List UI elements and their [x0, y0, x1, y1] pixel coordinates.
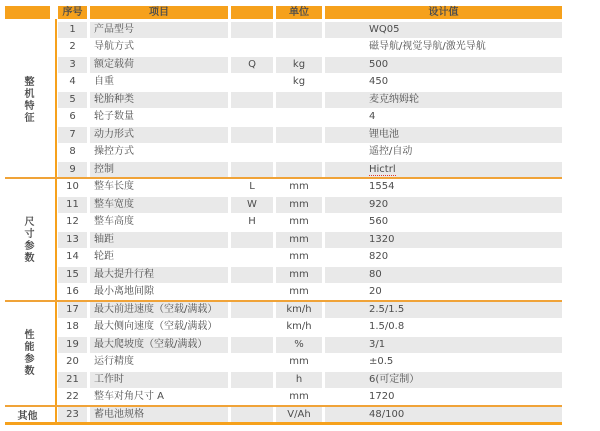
- table-row: [5, 109, 562, 125]
- row-no-cell: 8: [58, 144, 87, 160]
- row-symbol-cell: [231, 109, 273, 125]
- table-row: [5, 407, 562, 423]
- row-unit-cell: [276, 22, 322, 38]
- row-item-cell: 轮胎种类: [90, 92, 228, 108]
- table-row: [5, 197, 562, 213]
- table-row: [5, 354, 562, 370]
- row-value-cell: [325, 337, 562, 353]
- vertical-divider-line: [55, 19, 57, 425]
- row-unit-cell: kg: [276, 57, 322, 73]
- row-value-text: 麦克纳姆轮: [369, 93, 419, 105]
- row-no-cell: 14: [58, 249, 87, 265]
- row-symbol-cell: [231, 267, 273, 283]
- row-symbol-cell: [231, 127, 273, 143]
- row-no-cell: 23: [58, 407, 87, 423]
- row-value-text: 锂电池: [369, 128, 399, 140]
- row-item-cell: 最大侧向速度（空载/满载）: [90, 319, 228, 335]
- row-unit-cell: mm: [276, 232, 322, 248]
- table-row: [5, 214, 562, 230]
- row-value-text: ±0.5: [369, 356, 394, 367]
- row-item-cell: 动力形式: [90, 127, 228, 143]
- table-row: [5, 249, 562, 265]
- row-unit-cell: km/h: [276, 302, 322, 318]
- row-unit-cell: mm: [276, 197, 322, 213]
- row-no-cell: 11: [58, 197, 87, 213]
- row-value-text: 1554: [369, 181, 395, 192]
- row-value-cell: [325, 57, 562, 73]
- row-item-cell: 蓄电池规格: [90, 407, 228, 423]
- row-item-cell: 最大提升行程: [90, 267, 228, 283]
- row-item-cell: 轴距: [90, 232, 228, 248]
- row-unit-cell: [276, 127, 322, 143]
- row-value-text: 20: [369, 286, 382, 297]
- row-item-cell: 额定载荷: [90, 57, 228, 73]
- row-no-cell: 9: [58, 162, 87, 178]
- row-value-text: 1720: [369, 391, 395, 402]
- row-value-text: 2.5/1.5: [369, 303, 405, 315]
- row-value-cell: [325, 407, 562, 423]
- header-unit: 单位: [276, 6, 322, 19]
- row-item-cell: 操控方式: [90, 144, 228, 160]
- row-no-cell: 21: [58, 372, 87, 388]
- row-symbol-cell: W: [231, 197, 273, 213]
- row-item-cell: 运行精度: [90, 354, 228, 370]
- row-symbol-cell: [231, 144, 273, 160]
- row-unit-cell: mm: [276, 354, 322, 370]
- table-row: [5, 22, 562, 38]
- row-item-cell: 产品型号: [90, 22, 228, 38]
- table-row: [5, 389, 562, 405]
- row-unit-cell: [276, 162, 322, 178]
- table-row: [5, 302, 562, 318]
- row-no-cell: 1: [58, 22, 87, 38]
- row-value-text: 遥控/自动: [369, 146, 413, 157]
- row-item-cell: 整车高度: [90, 214, 228, 230]
- row-unit-cell: kg: [276, 74, 322, 90]
- row-item-cell: 自重: [90, 74, 228, 90]
- table-row: [5, 127, 562, 143]
- row-no-cell: 13: [58, 232, 87, 248]
- row-item-cell: 工作时: [90, 372, 228, 388]
- row-value-cell: [325, 144, 562, 160]
- row-item-cell: 整车长度: [90, 179, 228, 195]
- row-item-cell: 轮子数量: [90, 109, 228, 125]
- row-symbol-cell: [231, 302, 273, 318]
- header-item: 项目: [90, 6, 228, 19]
- row-symbol-cell: [231, 232, 273, 248]
- row-item-cell: 最小离地间隙: [90, 284, 228, 300]
- row-symbol-cell: [231, 372, 273, 388]
- table-row: [5, 267, 562, 283]
- row-symbol-cell: [231, 337, 273, 353]
- row-value-text: 920: [369, 198, 389, 210]
- row-unit-cell: %: [276, 337, 322, 353]
- row-item-cell: 整车对角尺寸 A: [90, 389, 228, 405]
- group-separator-line: [5, 177, 562, 179]
- row-item-cell: 整车宽度: [90, 197, 228, 213]
- row-symbol-cell: Q: [231, 57, 273, 73]
- row-item-cell: 最大爬坡度（空载/满载）: [90, 337, 228, 353]
- table-row: [5, 92, 562, 108]
- row-no-cell: 22: [58, 389, 87, 405]
- row-item-cell: 最大前进速度（空载/满载）: [90, 302, 228, 318]
- row-no-cell: 5: [58, 92, 87, 108]
- row-value-cell: [325, 354, 562, 370]
- row-no-cell: 4: [58, 74, 87, 90]
- row-unit-cell: km/h: [276, 319, 322, 335]
- group-label: 性能参数: [22, 329, 33, 378]
- table-row: [5, 232, 562, 248]
- row-symbol-cell: [231, 22, 273, 38]
- row-no-cell: 18: [58, 319, 87, 335]
- group-separator-line: [5, 405, 562, 407]
- row-no-cell: 15: [58, 267, 87, 283]
- row-item-cell: 控制: [90, 162, 228, 178]
- row-no-cell: 17: [58, 302, 87, 318]
- group-label: 其他: [17, 411, 38, 422]
- row-value-cell: [325, 214, 562, 230]
- row-value-cell: [325, 389, 562, 405]
- row-value-cell: [325, 179, 562, 195]
- group-label: 尺寸参数: [22, 215, 33, 264]
- row-symbol-cell: [231, 284, 273, 300]
- row-value-cell: [325, 267, 562, 283]
- header-no: 序号: [58, 6, 87, 19]
- row-unit-cell: mm: [276, 284, 322, 300]
- row-symbol-cell: [231, 74, 273, 90]
- row-value-cell: [325, 39, 562, 55]
- row-item-cell: 导航方式: [90, 39, 228, 55]
- row-symbol-cell: [231, 162, 273, 178]
- row-symbol-cell: [231, 389, 273, 405]
- row-value-cell: [325, 302, 562, 318]
- row-value-cell: [325, 127, 562, 143]
- row-value-cell: [325, 109, 562, 125]
- table-header-row: [5, 6, 562, 19]
- row-value-text: Hictrl: [369, 163, 396, 175]
- row-symbol-cell: [231, 354, 273, 370]
- header-symbol: [231, 6, 273, 19]
- row-value-text: 560: [369, 216, 389, 227]
- row-value-cell: [325, 319, 562, 335]
- row-unit-cell: [276, 92, 322, 108]
- row-no-cell: 20: [58, 354, 87, 370]
- row-no-cell: 7: [58, 127, 87, 143]
- row-value-cell: [325, 92, 562, 108]
- row-unit-cell: [276, 39, 322, 55]
- row-value-cell: [325, 162, 562, 178]
- row-value-text: 1.5/0.8: [369, 321, 405, 332]
- table-bottom-border: [5, 422, 562, 425]
- row-value-text: 820: [369, 251, 389, 262]
- table-row: [5, 179, 562, 195]
- row-no-cell: 16: [58, 284, 87, 300]
- row-value-cell: [325, 372, 562, 388]
- row-symbol-cell: [231, 39, 273, 55]
- row-value-cell: [325, 232, 562, 248]
- table-row: [5, 337, 562, 353]
- row-unit-cell: [276, 109, 322, 125]
- table-row: [5, 162, 562, 178]
- row-value-cell: [325, 249, 562, 265]
- row-value-text: 80: [369, 268, 382, 280]
- row-unit-cell: [276, 144, 322, 160]
- table-body: [5, 22, 562, 423]
- row-symbol-cell: [231, 407, 273, 423]
- header-group-cell: [5, 6, 50, 19]
- row-value-cell: [325, 22, 562, 38]
- row-unit-cell: h: [276, 372, 322, 388]
- table-row: [5, 57, 562, 73]
- row-value-text: 磁导航/视觉导航/激光导航: [369, 41, 486, 52]
- row-value-cell: [325, 284, 562, 300]
- row-value-text: 500: [369, 58, 389, 70]
- row-no-cell: 2: [58, 39, 87, 55]
- row-value-text: WQ05: [369, 23, 400, 35]
- row-unit-cell: mm: [276, 389, 322, 405]
- table-row: [5, 319, 562, 335]
- row-unit-cell: mm: [276, 249, 322, 265]
- row-symbol-cell: [231, 92, 273, 108]
- row-symbol-cell: [231, 249, 273, 265]
- row-value-cell: [325, 74, 562, 90]
- table-row: [5, 39, 562, 55]
- group-label: 整机特征: [22, 75, 33, 124]
- row-symbol-cell: L: [231, 179, 273, 195]
- row-value-text: 6(可定制）: [369, 373, 420, 385]
- group-separator-line: [5, 300, 562, 302]
- table-row: [5, 144, 562, 160]
- header-value: 设计值: [325, 6, 562, 19]
- row-unit-cell: V/Ah: [276, 407, 322, 423]
- row-value-cell: [325, 197, 562, 213]
- row-item-cell: 轮距: [90, 249, 228, 265]
- row-value-text: 48/100: [369, 408, 405, 420]
- row-no-cell: 10: [58, 179, 87, 195]
- row-unit-cell: mm: [276, 179, 322, 195]
- table-row: [5, 372, 562, 388]
- table-row: [5, 284, 562, 300]
- row-unit-cell: mm: [276, 214, 322, 230]
- row-no-cell: 3: [58, 57, 87, 73]
- row-no-cell: 19: [58, 337, 87, 353]
- row-no-cell: 12: [58, 214, 87, 230]
- row-symbol-cell: H: [231, 214, 273, 230]
- row-symbol-cell: [231, 319, 273, 335]
- row-value-text: 450: [369, 76, 389, 87]
- row-value-text: 4: [369, 111, 376, 122]
- row-no-cell: 6: [58, 109, 87, 125]
- row-value-text: 1320: [369, 233, 395, 245]
- row-value-text: 3/1: [369, 338, 386, 350]
- row-unit-cell: mm: [276, 267, 322, 283]
- table-row: [5, 74, 562, 90]
